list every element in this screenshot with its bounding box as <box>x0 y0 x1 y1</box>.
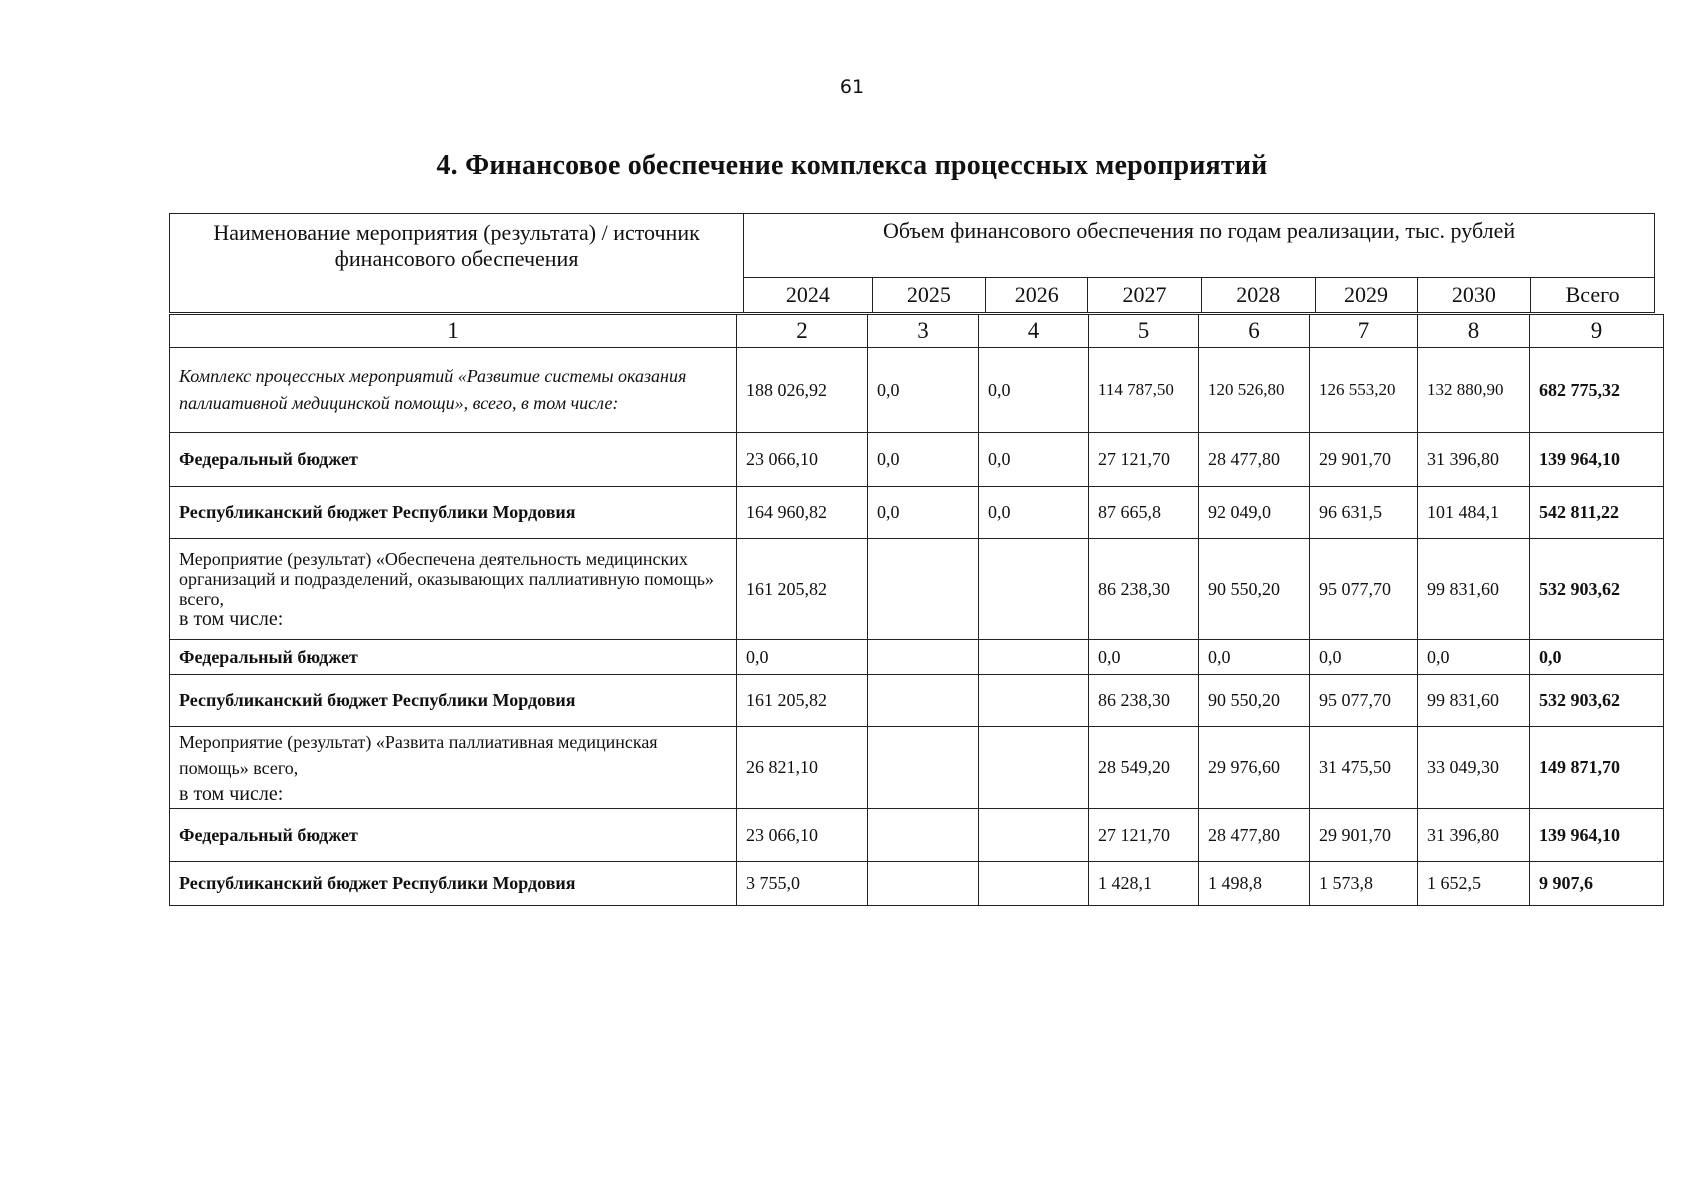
value-cell: 114 787,50 <box>1089 348 1199 433</box>
value-cell <box>979 862 1089 906</box>
value-cell <box>868 675 979 727</box>
value-cell <box>979 809 1089 862</box>
value-cell: 26 821,10 <box>737 727 868 809</box>
header-year-2024: 2024 <box>744 277 872 312</box>
header-year-2026: 2026 <box>986 277 1088 312</box>
value-cell: 161 205,82 <box>737 675 868 727</box>
value-cell: 1 428,1 <box>1089 862 1199 906</box>
header-total: Всего <box>1531 277 1655 312</box>
column-number: 3 <box>868 315 979 348</box>
value-cell: 28 477,80 <box>1199 809 1310 862</box>
value-cell: 29 901,70 <box>1310 809 1418 862</box>
total-cell: 532 903,62 <box>1530 675 1664 727</box>
value-cell: 99 831,60 <box>1418 539 1530 640</box>
header-year-2029: 2029 <box>1315 277 1417 312</box>
total-cell: 139 964,10 <box>1530 433 1664 487</box>
value-cell: 31 396,80 <box>1418 433 1530 487</box>
value-cell <box>868 809 979 862</box>
table-row <box>170 539 1664 640</box>
value-cell: 23 066,10 <box>737 809 868 862</box>
table-row <box>170 640 1664 675</box>
table-row <box>170 348 1664 433</box>
value-cell: 28 477,80 <box>1199 433 1310 487</box>
row-name: Республиканский бюджет Республики Мордовия <box>170 862 737 906</box>
value-cell: 101 484,1 <box>1418 487 1530 539</box>
value-cell <box>979 675 1089 727</box>
value-cell <box>979 640 1089 675</box>
value-cell: 95 077,70 <box>1310 675 1418 727</box>
value-cell: 132 880,90 <box>1418 348 1530 433</box>
value-cell: 31 396,80 <box>1418 809 1530 862</box>
value-cell: 0,0 <box>1310 640 1418 675</box>
value-cell: 90 550,20 <box>1199 675 1310 727</box>
value-cell: 90 550,20 <box>1199 539 1310 640</box>
value-cell: 33 049,30 <box>1418 727 1530 809</box>
value-cell: 99 831,60 <box>1418 675 1530 727</box>
column-number: 7 <box>1310 315 1418 348</box>
total-cell: 682 775,32 <box>1530 348 1664 433</box>
value-cell: 31 475,50 <box>1310 727 1418 809</box>
value-cell: 86 238,30 <box>1089 539 1199 640</box>
table-row <box>170 433 1664 487</box>
header-volume-cell: Объем финансового обеспечения по годам реализации, тыс. рублей <box>744 214 1655 278</box>
value-cell: 0,0 <box>868 348 979 433</box>
value-cell: 96 631,5 <box>1310 487 1418 539</box>
value-cell <box>868 862 979 906</box>
total-cell: 0,0 <box>1530 640 1664 675</box>
value-cell: 29 976,60 <box>1199 727 1310 809</box>
total-cell: 542 811,22 <box>1530 487 1664 539</box>
value-cell: 1 498,8 <box>1199 862 1310 906</box>
document-title: 4. Финансовое обеспечение комплекса процессных мероприятий <box>436 150 1268 181</box>
total-cell: 149 871,70 <box>1530 727 1664 809</box>
value-cell: 0,0 <box>1418 640 1530 675</box>
value-cell: 0,0 <box>868 487 979 539</box>
value-cell: 28 549,20 <box>1089 727 1199 809</box>
total-cell: 532 903,62 <box>1530 539 1664 640</box>
header-year-2027: 2027 <box>1088 277 1202 312</box>
value-cell: 1 652,5 <box>1418 862 1530 906</box>
value-cell: 126 553,20 <box>1310 348 1418 433</box>
value-cell: 0,0 <box>737 640 868 675</box>
row-name: Федеральный бюджет <box>170 640 737 675</box>
column-number: 8 <box>1418 315 1530 348</box>
value-cell: 164 960,82 <box>737 487 868 539</box>
value-cell: 188 026,92 <box>737 348 868 433</box>
header-name-cell: Наименование мероприятия (результата) / источник финансового обеспечения <box>170 214 744 313</box>
column-number: 6 <box>1199 315 1310 348</box>
row-name <box>170 727 737 809</box>
row-name: Федеральный бюджет <box>170 809 737 862</box>
table-row <box>170 675 1664 727</box>
column-number: 2 <box>737 315 868 348</box>
row-name: Республиканский бюджет Республики Мордовия <box>170 487 737 539</box>
row-name <box>170 539 737 640</box>
value-cell: 0,0 <box>979 487 1089 539</box>
header-year-2030: 2030 <box>1417 277 1531 312</box>
value-cell <box>979 539 1089 640</box>
row-name: Федеральный бюджет <box>170 433 737 487</box>
row-name-text: Мероприятие (результат) «Развита паллиативная медицинская помощь» всего, <box>179 731 658 778</box>
row-name-tail: в том числе: <box>179 782 284 805</box>
value-cell: 120 526,80 <box>1199 348 1310 433</box>
total-cell: 139 964,10 <box>1530 809 1664 862</box>
value-cell: 23 066,10 <box>737 433 868 487</box>
value-cell: 29 901,70 <box>1310 433 1418 487</box>
value-cell: 0,0 <box>868 433 979 487</box>
financing-table-header <box>169 213 1655 313</box>
value-cell <box>979 727 1089 809</box>
value-cell: 0,0 <box>979 348 1089 433</box>
total-cell: 9 907,6 <box>1530 862 1664 906</box>
header-year-2025: 2025 <box>872 277 986 312</box>
value-cell: 27 121,70 <box>1089 809 1199 862</box>
value-cell <box>868 539 979 640</box>
column-number: 5 <box>1089 315 1199 348</box>
table-row <box>170 809 1664 862</box>
financing-table <box>169 314 1664 906</box>
row-name: Республиканский бюджет Республики Мордовия <box>170 675 737 727</box>
row-name-tail: в том числе: <box>179 608 284 630</box>
value-cell: 161 205,82 <box>737 539 868 640</box>
value-cell: 27 121,70 <box>1089 433 1199 487</box>
table-row <box>170 487 1664 539</box>
table-row <box>170 727 1664 809</box>
value-cell: 0,0 <box>1089 640 1199 675</box>
table-row <box>170 862 1664 906</box>
value-cell: 0,0 <box>979 433 1089 487</box>
value-cell: 95 077,70 <box>1310 539 1418 640</box>
header-year-2028: 2028 <box>1201 277 1315 312</box>
column-number-row <box>170 315 1664 348</box>
value-cell: 3 755,0 <box>737 862 868 906</box>
column-number: 4 <box>979 315 1089 348</box>
page-number: 61 <box>839 76 865 98</box>
value-cell: 86 238,30 <box>1089 675 1199 727</box>
row-name: Комплекс процессных мероприятий «Развитие системы оказания паллиативной медицинской помощи», всего, в том числе: <box>170 348 737 433</box>
column-number: 1 <box>170 315 737 348</box>
value-cell <box>868 727 979 809</box>
row-name-text: Мероприятие (результат) «Обеспечена деятельность медицинских организаций и подразделений, оказывающих паллиативную помощь» всего, <box>179 549 714 609</box>
value-cell: 92 049,0 <box>1199 487 1310 539</box>
value-cell <box>868 640 979 675</box>
value-cell: 0,0 <box>1199 640 1310 675</box>
value-cell: 1 573,8 <box>1310 862 1418 906</box>
column-number: 9 <box>1530 315 1664 348</box>
value-cell: 87 665,8 <box>1089 487 1199 539</box>
